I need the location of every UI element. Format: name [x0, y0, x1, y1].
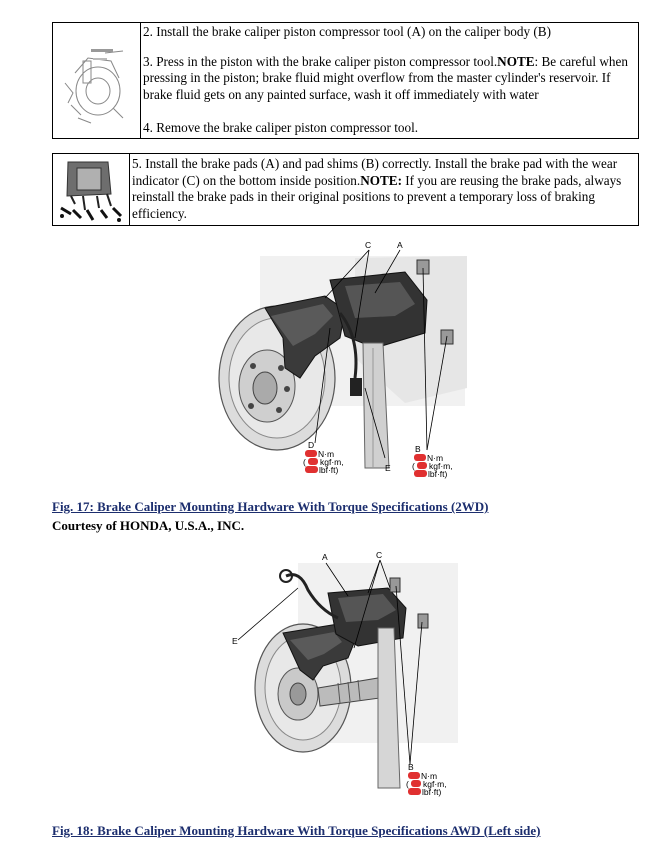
- fig18-torque-b-value-redaction-2: [411, 780, 421, 787]
- figure-18-illustration: [228, 548, 458, 806]
- step-2: 2. Install the brake caliper piston compressor tool (A) on the caliper body (B): [143, 24, 551, 39]
- fig18-callout-b: B: [408, 762, 414, 772]
- step-5-note: If you are reusing the brake pads, always reinstall the brake pads in their original positions to prevent a temporary loss of braking efficiency.: [132, 172, 622, 221]
- fig17-torque-b-value-redaction-1: [414, 454, 426, 461]
- steps-2-4-box: [52, 22, 639, 139]
- piston-compressor-illustration: [53, 23, 141, 138]
- fig18-torque-b-open-paren: (: [406, 779, 409, 789]
- fig18-callout-e: E: [232, 636, 238, 646]
- fig17-callout-a: A: [397, 240, 403, 250]
- fig17-torque-b-unit1: N·m: [427, 453, 444, 463]
- fig17-torque-d-unit2: kgf·m,: [320, 457, 344, 467]
- fig17-callout-d: D: [308, 440, 315, 450]
- step-5-note-label: NOTE:: [360, 172, 402, 188]
- fig18-callout-c: C: [376, 550, 383, 560]
- fig18-torque-b-value-redaction-1: [408, 772, 420, 779]
- fig18-torque-b-value-redaction-3: [408, 788, 421, 795]
- step-5: [130, 156, 638, 222]
- figure-17-caption[interactable]: Fig. 17: Brake Caliper Mounting Hardware With Torque Specifications (2WD): [52, 499, 489, 514]
- figure-17-courtesy: Courtesy of HONDA, U.S.A., INC.: [52, 518, 245, 533]
- fig17-torque-d-unit3: lbf·ft): [319, 465, 339, 475]
- fig18-torque-b-unit3: lbf·ft): [422, 787, 442, 797]
- fig17-torque-b-value-redaction-3: [414, 470, 427, 477]
- fig17-callout-c: C: [365, 240, 372, 250]
- steps-2-4-text: [141, 23, 638, 137]
- piston-compressor-thumbnail: [53, 23, 141, 138]
- fig17-torque-b-open-paren: (: [412, 461, 415, 471]
- fig17-torque-d-unit1: N·m: [318, 449, 335, 459]
- step-5-box: [52, 153, 639, 226]
- fig17-torque-d-value-redaction-1: [305, 450, 317, 457]
- fig17-torque-d-open-paren: (: [303, 457, 306, 467]
- fig17-torque-d-value-redaction-3: [305, 466, 318, 473]
- step-3-note-label: NOTE: [497, 53, 535, 69]
- fig17-callout-b: B: [415, 444, 421, 454]
- step-3: [141, 54, 638, 104]
- figure-18-caption[interactable]: Fig. 18: Brake Caliper Mounting Hardware With Torque Specifications AWD (Left side): [52, 823, 541, 838]
- brake-pads-thumbnail: [53, 154, 130, 225]
- brake-pads-illustration: [53, 154, 130, 225]
- fig17-callout-e: E: [385, 463, 391, 473]
- step-5-text: [130, 154, 638, 222]
- step-3-text: 3. Press in the piston with the brake caliper piston compressor tool.: [143, 53, 498, 69]
- fig18-torque-b-unit2: kgf·m,: [423, 779, 447, 789]
- step-5-body: 5. Install the brake pads (A) and pad shims (B) correctly. Install the brake pad with the wear indicator (C) on the bottom inside position.: [132, 156, 618, 188]
- fig18-torque-b-unit1: N·m: [421, 771, 438, 781]
- fig17-torque-d-value-redaction-2: [308, 458, 318, 465]
- fig18-callout-a: A: [322, 552, 328, 562]
- figure-17-illustration: [205, 238, 467, 488]
- fig17-torque-b-value-redaction-2: [417, 462, 427, 469]
- fig17-torque-b-unit2: kgf·m,: [429, 461, 453, 471]
- step-4: 4. Remove the brake caliper piston compressor tool.: [143, 120, 419, 135]
- step-3-note: : Be careful when pressing in the piston; brake fluid might overflow from the master cylinder's reservoir. If brake fluid gets on any painted surface, wash it off immediately with water: [143, 53, 628, 102]
- fig17-torque-b-unit3: lbf·ft): [428, 469, 448, 479]
